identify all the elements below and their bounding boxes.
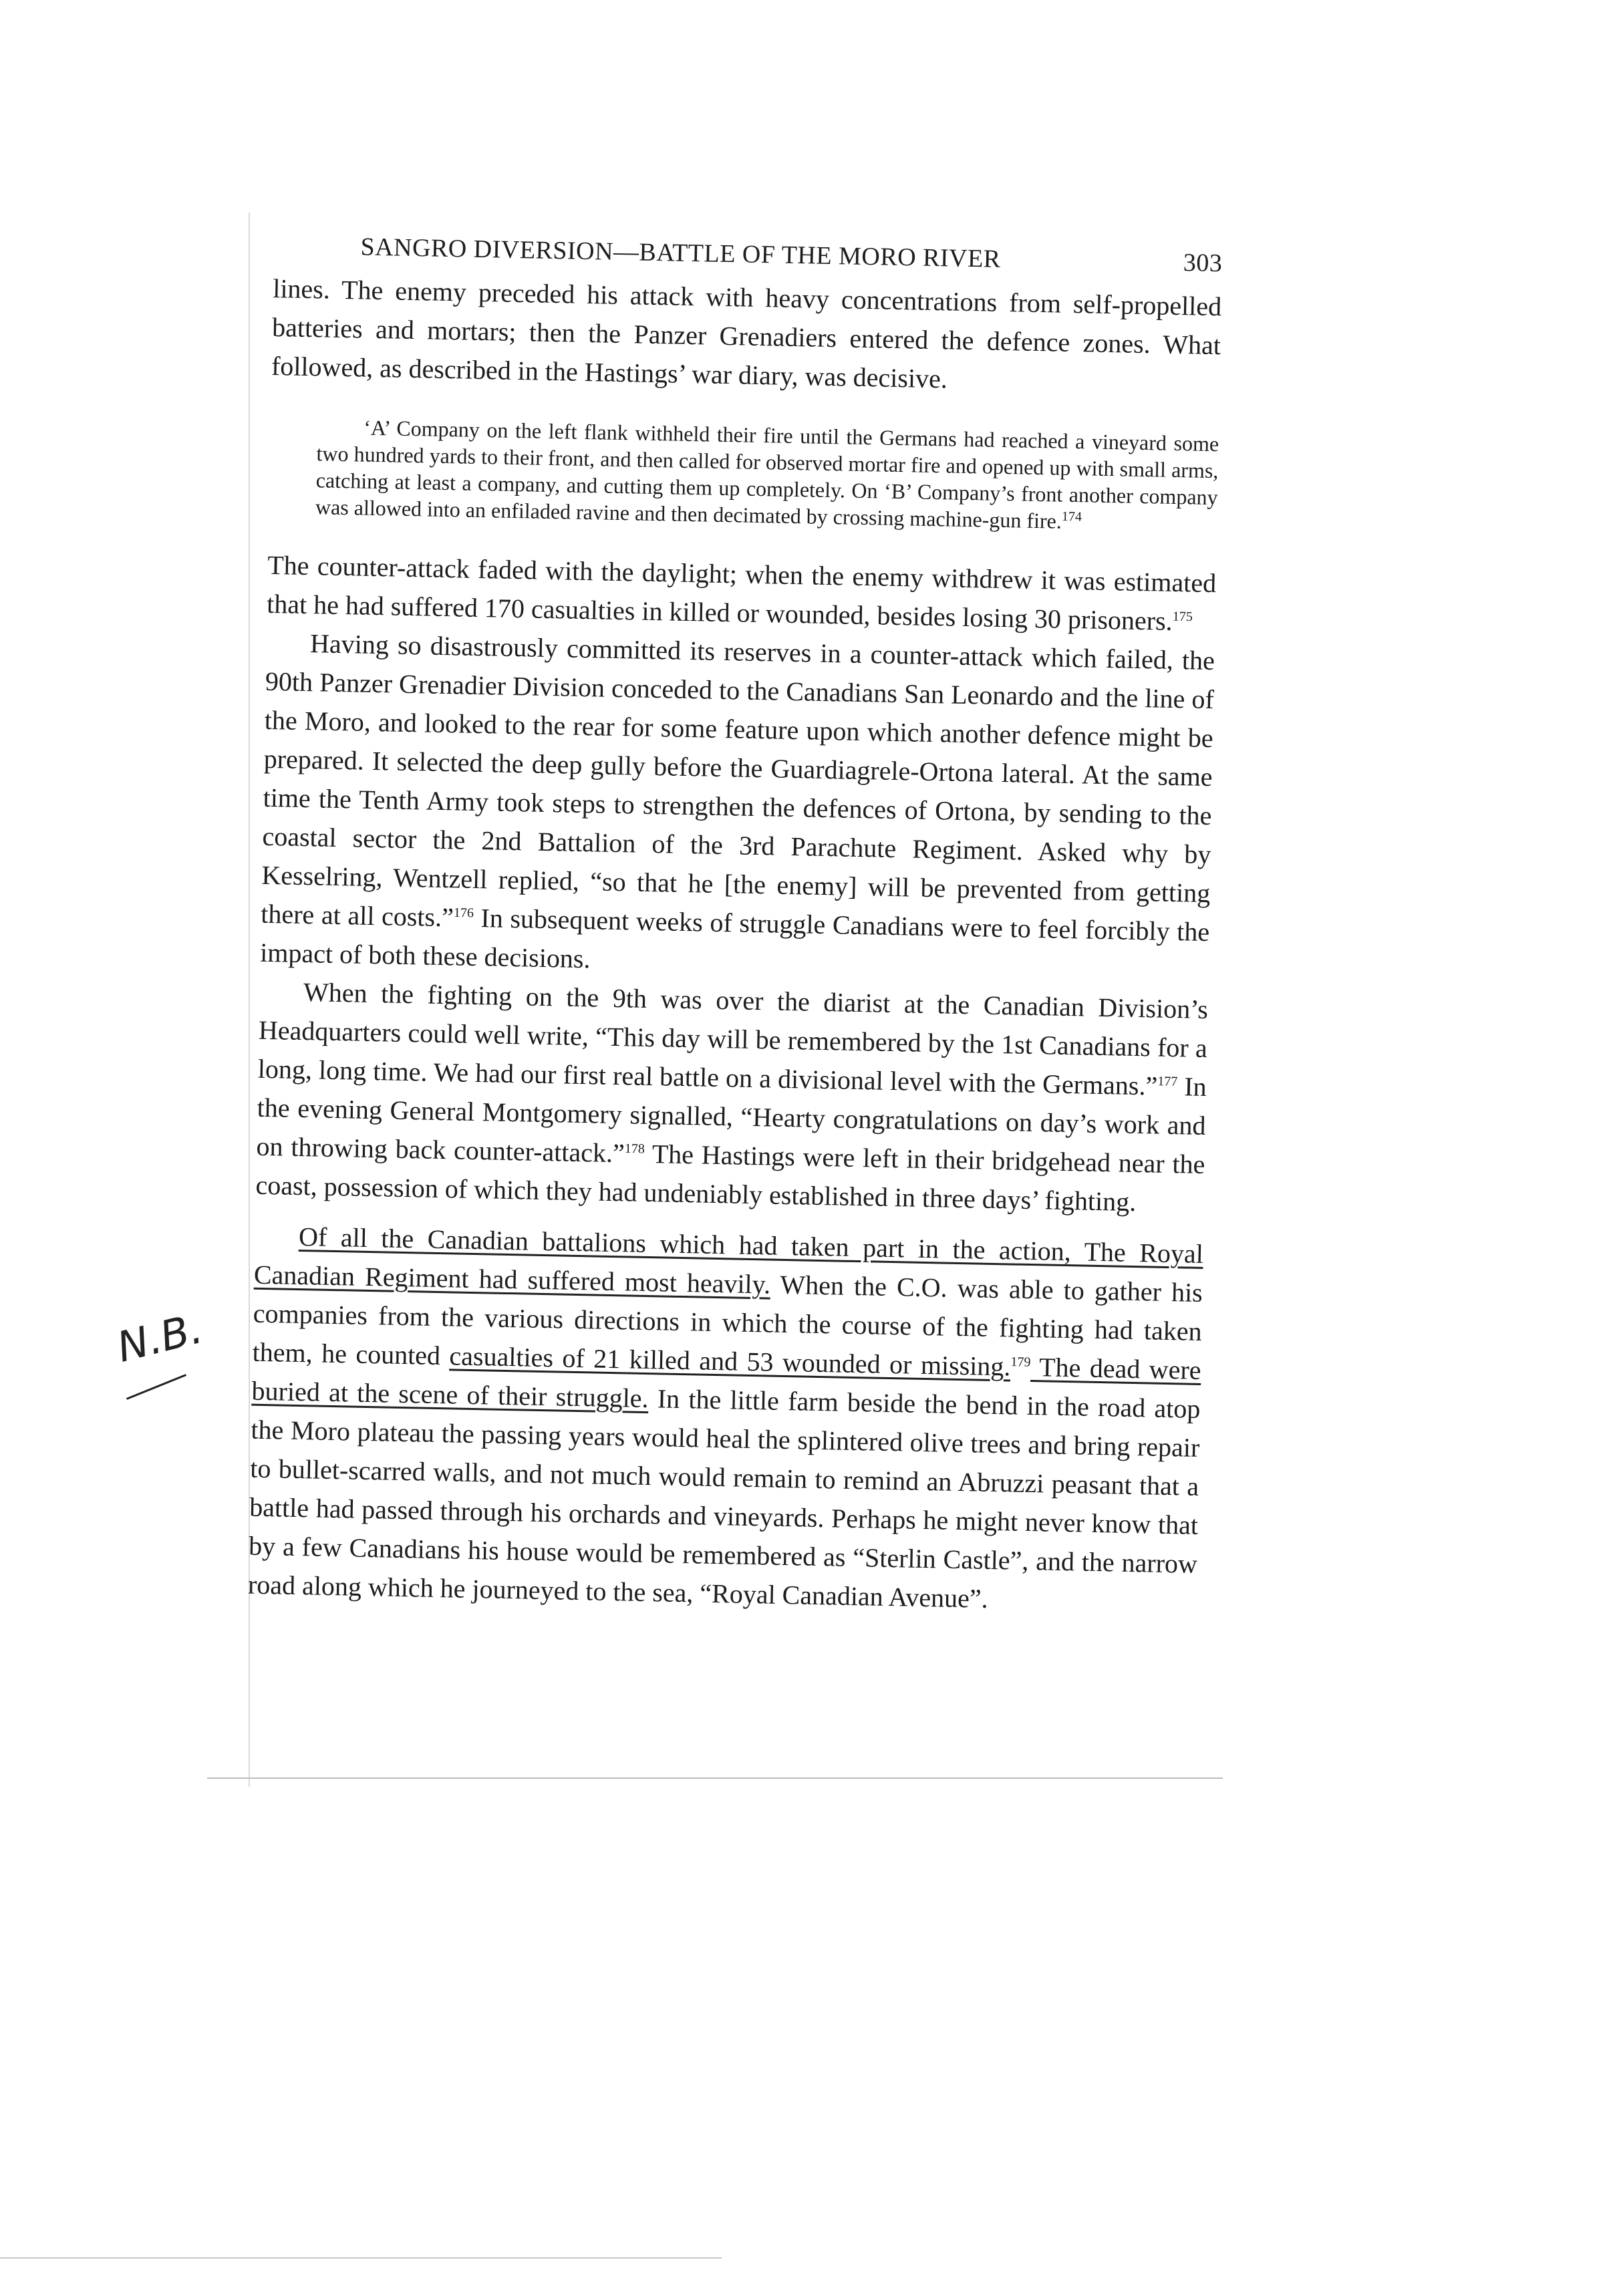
footnote-ref: 176 [453,905,474,921]
footnote-ref: 179 [1010,1354,1031,1370]
paragraph-4-text-b: In the evening General Montgomery signalled, “Hearty congratulations on day’s work and on throwing back counter-attack.” [256,1071,1207,1169]
paragraph-4 [255,972,1208,1223]
footnote-ref: 174 [1061,509,1082,525]
paragraph-5 [248,1217,1204,1622]
paragraph-1: lines. The enemy preceded his attack with heavy concentrations from self-propelled batteries and mortars; then the Panzer Grenadiers entered the defence zones. What followed, as described in the Hastings’ war diary, was decisive. [271,273,1222,394]
sheet-bottom-edge [207,1777,1223,1779]
page-edge-line [0,2257,722,2259]
paragraph-4-text-a: When the fighting on the 9th was over the diarist at the Canadian Division’s Headquarters could well write, “This day will be remembered by the 1st Canadians for a long, long time. We had our first real battle on a divisional level with the Germans.” [257,977,1209,1101]
handwritten-margin-note: N.B. [112,1303,208,1372]
footnote-ref: 177 [1157,1074,1178,1089]
page-content [248,231,1223,1622]
handwritten-underline-c: The dead were buried at the scene of their struggle. [251,1352,1201,1414]
margin-note-underline [126,1374,186,1400]
paragraph-4-text-c: The Hastings were left in their bridgehead near the coast, possession of which they had undeniably established in three days’ fighting. [255,1138,1205,1217]
block-quote [315,413,1219,537]
running-head-title: SANGRO DIVERSION—BATTLE OF THE MORO RIVER [360,233,1001,273]
paragraph-3-text-a: Having so disastrously committed its reserves in a counter-attack which failed, the 90th Panzer Grenadier Division conceded to the Canadians San Leonardo and the line of the Moro, and looked to the rear for some feature upon which another defence might be prepared. It selected the deep gully before the Guardiagrele-Ortona lateral. At the same time the Tenth Army took steps to strengthen the defences of Ortona, by sending to the coastal sector the 2nd Battalion of the 3rd Parachute Regiment. Asked why by Kesselring, Wentzell replied, “so that he [the enemy] will be prevented from getting there at all costs.” [260,628,1215,933]
paragraph-5-text-a: When the C.O. was able to gather his companies from the various directions in which the course of the fighting had taken them, he counted [252,1269,1203,1371]
page-number: 303 [1183,249,1223,278]
footnote-ref: 178 [624,1141,645,1157]
paragraph-2-text: The counter-attack faded with the daylight; when the enemy withdrew it was estimated that he had suffered 170 casualties in killed or wounded, besides losing 30 prisoners. [266,549,1217,636]
paragraph-5-text-b: In the little farm beside the bend in the road atop the Moro plateau the passing years would heal the splintered olive trees and bring repair to bullet-scarred walls, and not much would remain to remind an Abruzzi peasant that a battle had passed through his orchards and vineyards. Perhaps he might never know that by a few Canadians his house would be remembered as “Sterlin Castle”, and the narrow road along which he journeyed to the sea, “Royal Canadian Avenue”. [247,1383,1201,1614]
paragraph-3 [260,623,1215,990]
block-quote-text: ‘A’ Company on the left flank withheld their fire until the Germans had reached a vineyard some two hundred yards to their front, and then called for observed mortar fire and opened up with small arms, catching at least a company, and cutting them up completely. On ‘B’ Company’s front another company was allowed into an enfiladed ravine and then decimated by crossing machine-gun fire. [315,415,1219,533]
handwritten-underline-b: casualties of 21 killed and 53 wounded or missing. [449,1340,1011,1382]
paragraph-3-text-b: In subsequent weeks of struggle Canadians were to feel forcibly the impact of both these decisions. [259,902,1210,974]
handwritten-underline-a: Of all the Canadian battalions which had taken part in the action, The Royal Canadian Regiment had suffered most heavily. [253,1221,1204,1300]
footnote-ref: 175 [1172,609,1193,625]
